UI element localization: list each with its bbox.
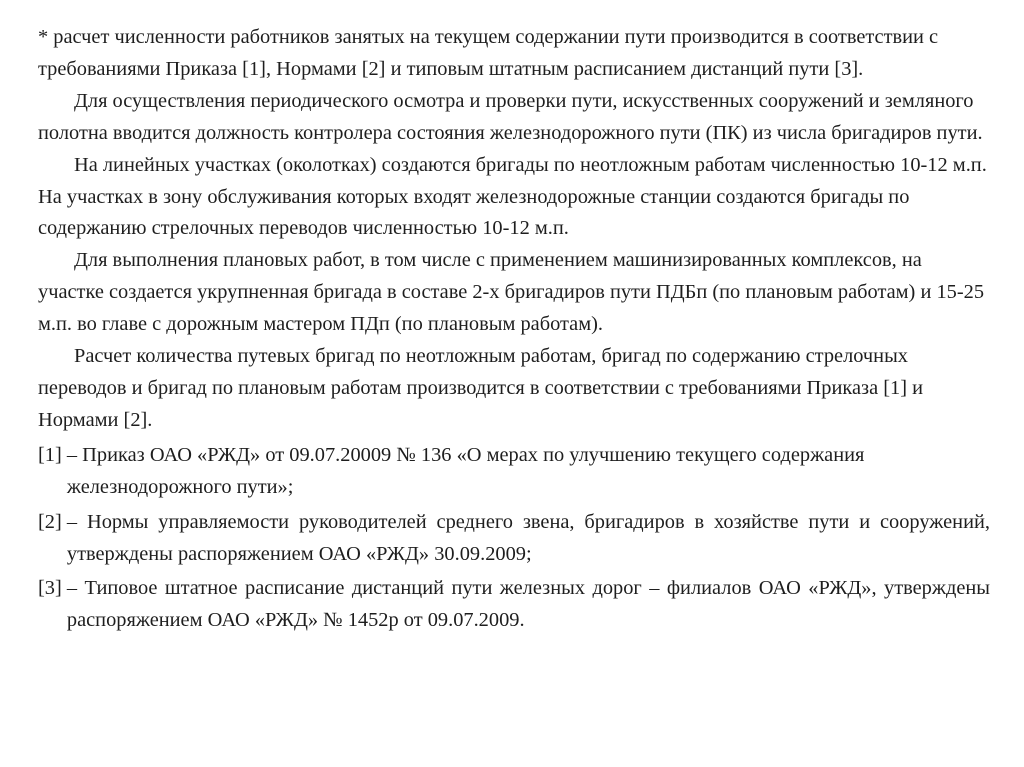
reference-item-2 [38,507,990,571]
paragraph-planned-work-crew: Для выполнения плановых работ, в том числе с применением машинизированных комплексов, на участке создается укрупненная бригада в составе 2-х бригадиров пути ПДБп (по плановым работам) и 15-25 м.п. во главе с дорожным мастером ПДп (по плановым работам). [38,249,985,336]
reference-number-2: [2] [38,510,62,533]
reference-item-1 [38,440,990,504]
reference-item-3 [38,573,990,637]
reference-text-1: – Приказ ОАО «РЖД» от 09.07.20009 № 136 «О мерах по улучшению текущего содержания железнодорожного пути»; [66,443,865,498]
paragraph-track-controller: Для осуществления периодического осмотра и проверки пути, искусственных сооружений и земляного полотна вводится должность контролера состояния железнодорожного пути (ПК) из числа бригадиров пути. [38,89,983,144]
reference-number-1: [1] [38,443,62,466]
paragraph-staff-calculation: * расчет численности работников занятых на текущем содержании пути производится в соответствии с требованиями Приказа [1], Нормами [2] и типовым штатным расписанием дистанций пути [3]. [38,26,939,80]
reference-text-2: – Нормы управляемости руководителей среднего звена, бригадиров в хозяйстве пути и сооружений, утверждены распоряжением ОАО «РЖД» 30.09.2009; [66,510,990,565]
reference-number-3: [3] [38,577,62,600]
reference-text-3: – Типовое штатное расписание дистанций пути железных дорог – филиалов ОАО «РЖД», утверждены распоряжением ОАО «РЖД» № 1452р от 09.07.2009. [66,577,990,632]
paragraph-crew-count-calculation: Расчет количества путевых бригад по неотложным работам, бригад по содержанию стрелочных переводов и бригад по плановым работам производится в соответствии с требованиями Приказа [1] и Нормами [2]. [38,345,924,431]
paragraph-urgent-work-crews: На линейных участках (околотках) создаются бригады по неотложным работам численностью 10-12 м.п. На участках в зону обслуживания которых входят железнодорожные станции создаются бригады по содержанию стрелочных переводов численностью 10-12 м.п. [38,153,987,240]
document-body [38,22,990,637]
